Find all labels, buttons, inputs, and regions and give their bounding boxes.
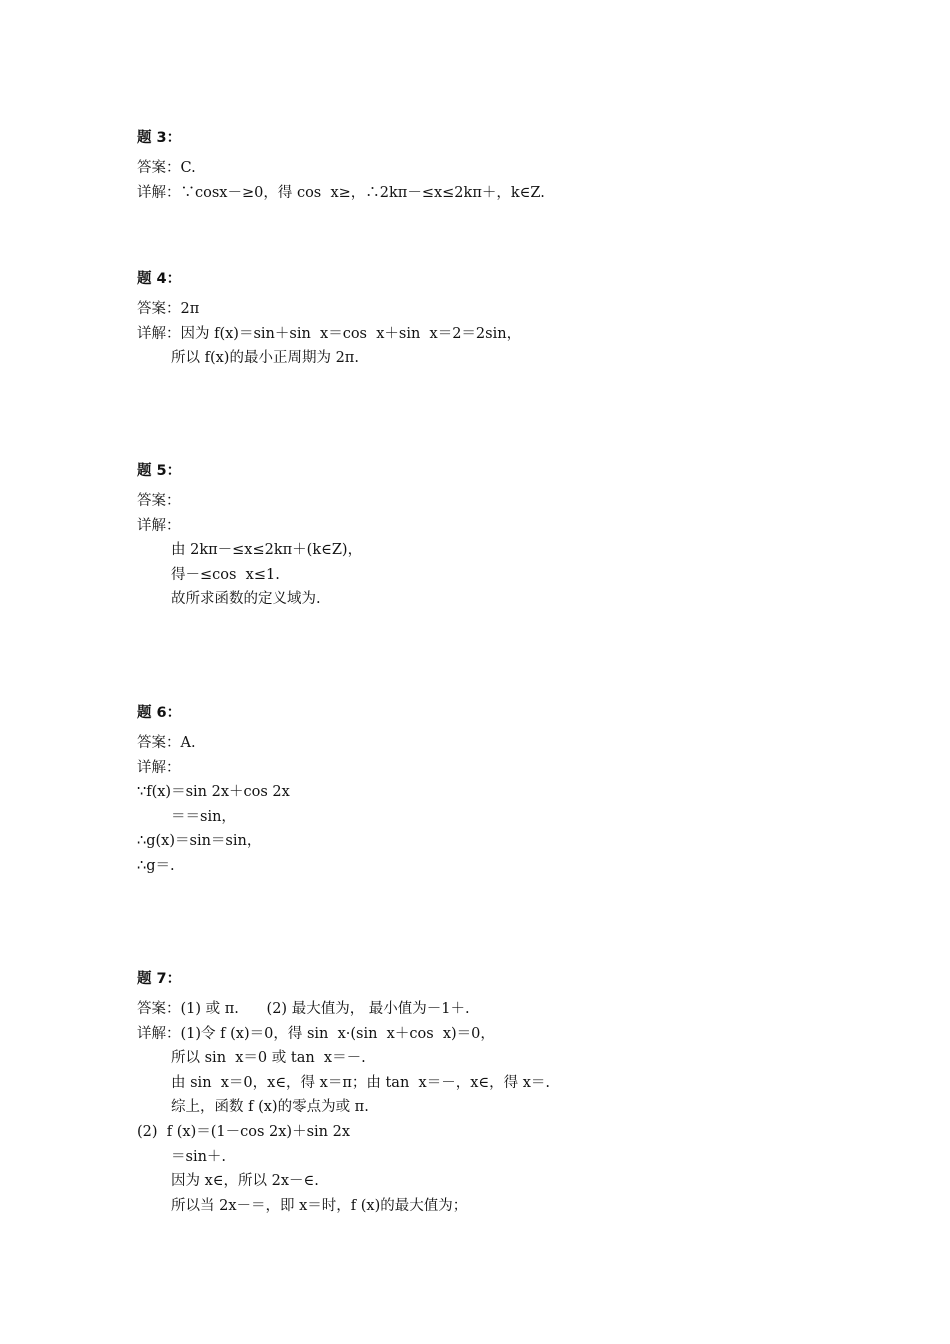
problem-title: 题 5： xyxy=(137,463,182,479)
detail-step: 由 sin x＝0，x∈，得 x＝π；由 tan x＝－，x∈，得 x＝. xyxy=(171,1074,550,1091)
answer-line: 答案：(1) 或 π. (2) 最大值为， 最小值为－1＋. xyxy=(137,1001,470,1017)
detail-step: 综上，函数 f (x)的零点为或 π. xyxy=(171,1099,369,1116)
detail-step: 所以当 2x－＝，即 x＝时，f (x)的最大值为； xyxy=(171,1197,468,1214)
detail-step: 故所求函数的定义域为. xyxy=(171,591,321,608)
answer-line: 答案：A. xyxy=(137,735,196,751)
detail-step: ＝sin＋. xyxy=(171,1148,227,1165)
answer-line: 答案：2π xyxy=(137,301,200,317)
detail-line: 详解：(1)令 f (x)＝0，得 sin x·(sin x＋cos x)＝0， xyxy=(137,1025,495,1042)
detail-step: ∴g＝. xyxy=(137,857,175,874)
answer-line: 答案： xyxy=(137,493,181,509)
detail-step: ＝＝sin， xyxy=(171,808,236,825)
problem-6 xyxy=(137,703,837,879)
detail-step: ∴g(x)＝sin＝sin， xyxy=(137,833,262,850)
detail-line: 详解： xyxy=(137,517,181,534)
problem-3 xyxy=(137,128,837,205)
problem-4 xyxy=(137,269,837,371)
problem-title: 题 3： xyxy=(137,130,182,146)
detail-line: 详解： xyxy=(137,759,181,776)
detail-continuation: 所以 f(x)的最小正周期为 2π. xyxy=(171,350,359,367)
problem-5 xyxy=(137,461,837,612)
detail-line: 详解：∵cosx－≥0，得 cos x≥，∴2kπ－≤x≤2kπ＋，k∈Z. xyxy=(137,184,545,201)
detail-step: 所以 sin x＝0 或 tan x＝－. xyxy=(171,1050,366,1067)
detail-step: 得－≤cos x≤1. xyxy=(171,566,280,583)
detail-step: (2) f (x)＝(1－cos 2x)＋sin 2x xyxy=(137,1123,350,1140)
detail-step: 因为 x∈，所以 2x－∈. xyxy=(171,1173,319,1190)
problem-title: 题 6： xyxy=(137,705,182,721)
detail-line: 详解：因为 f(x)＝sin＋sin x＝cos x＋sin x＝2＝2sin， xyxy=(137,325,522,342)
detail-step: ∵f(x)＝sin 2x＋cos 2x xyxy=(137,784,290,801)
answer-line: 答案：C. xyxy=(137,160,196,176)
problem-title: 题 7： xyxy=(137,971,182,987)
detail-step: 由 2kπ－≤x≤2kπ＋(k∈Z)， xyxy=(171,542,363,559)
problem-title: 题 4： xyxy=(137,271,182,287)
problem-7 xyxy=(137,969,837,1218)
